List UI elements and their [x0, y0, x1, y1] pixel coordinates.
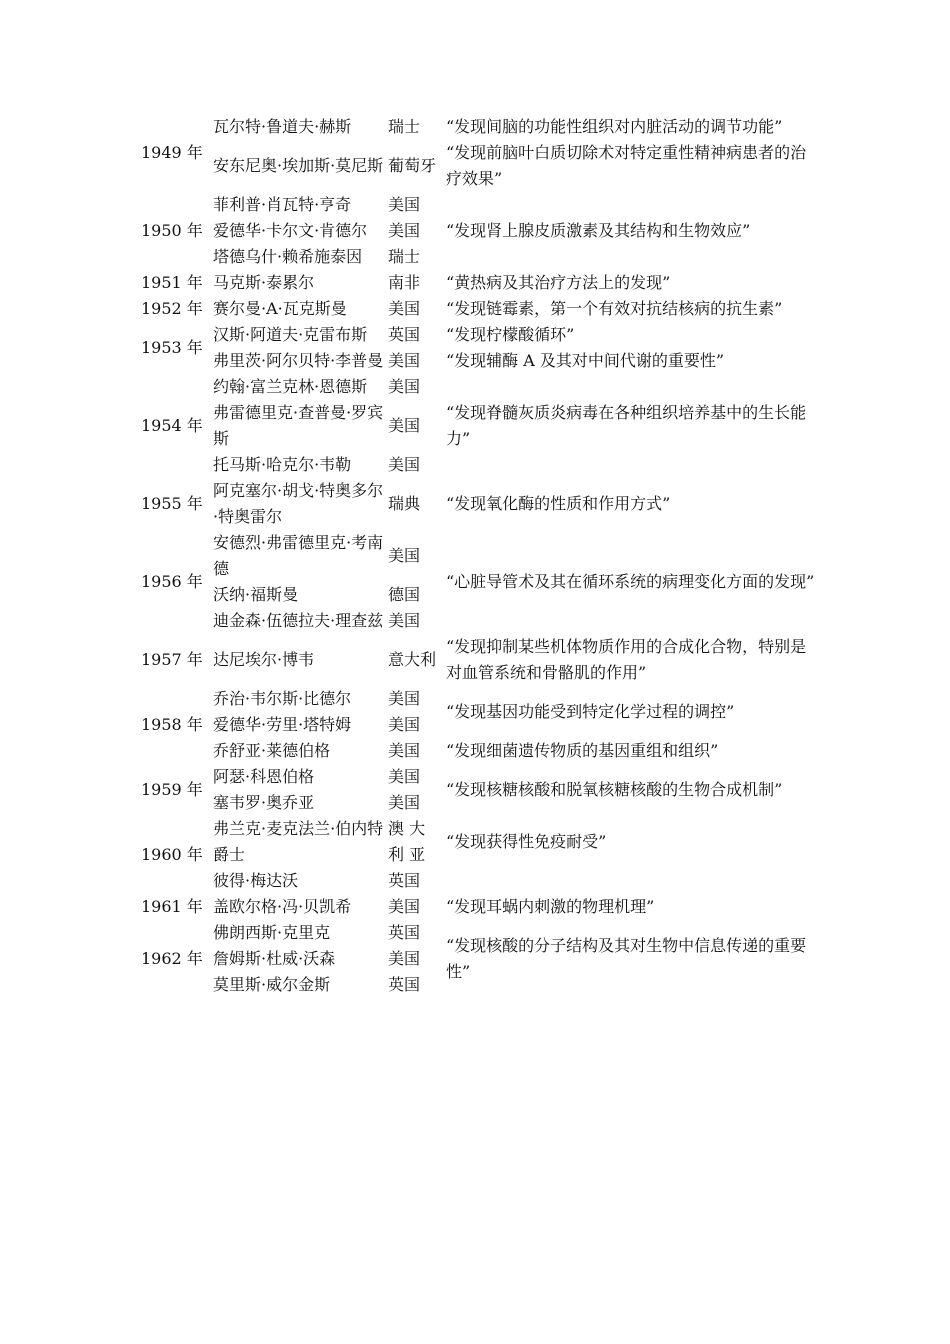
- laureate-name: 托马斯·哈克尔·韦勒: [213, 455, 352, 474]
- year-cell: 1953 年: [141, 338, 203, 357]
- laureate-name: 弗里茨·阿尔贝特·李普曼: [213, 351, 384, 370]
- laureate-country: 瑞士: [388, 247, 421, 266]
- laureate-country: 美国: [388, 546, 421, 565]
- prize-reason: “发现间脑的功能性组织对内脏活动的调节功能”: [446, 117, 783, 136]
- laureate-country: 英国: [388, 325, 421, 344]
- laureate-name: 爱德华·卡尔文·肯德尔: [213, 221, 368, 240]
- prize-reason: “发现辅酶 A 及其对中间代谢的重要性”: [446, 351, 725, 370]
- year-cell: 1954 年: [141, 416, 203, 435]
- prize-reason: “发现耳蜗内刺激的物理机理”: [446, 897, 655, 916]
- laureate-name: 菲利普·肖瓦特·亨奇: [213, 195, 352, 214]
- laureate-name: 安东尼奥·埃加斯·莫尼斯: [213, 156, 384, 175]
- laureate-name: 安德烈·弗雷德里克·考南德: [213, 533, 384, 578]
- prize-reason: “发现脊髓灰质炎病毒在各种组织培养基中的生长能力”: [446, 403, 807, 448]
- table-row: [141, 530, 818, 582]
- table-row: [141, 296, 818, 322]
- prize-reason: “发现前脑叶白质切除术对特定重性精神病患者的治疗效果”: [446, 143, 807, 188]
- laureate-country: 美国: [388, 897, 421, 916]
- table-row: [141, 322, 818, 348]
- laureate-name: 阿克塞尔·胡戈·特奥多尔·特奥雷尔: [213, 481, 384, 526]
- laureate-name: 彼得·梅达沃: [213, 871, 299, 890]
- laureate-country: 美国: [388, 416, 421, 435]
- table-row: [141, 816, 818, 868]
- laureate-country: 美国: [388, 793, 421, 812]
- prize-reason: “发现核糖核酸和脱氧核糖核酸的生物合成机制”: [446, 780, 783, 799]
- laureate-name: 达尼埃尔·博韦: [213, 650, 315, 669]
- laureate-country: 英国: [388, 923, 421, 942]
- table-row: [141, 374, 818, 400]
- laureate-name: 詹姆斯·杜威·沃森: [213, 949, 336, 968]
- table-row: [141, 114, 818, 140]
- prize-reason: “发现细菌遗传物质的基因重组和组织”: [446, 741, 719, 760]
- year-cell: 1951 年: [141, 273, 203, 292]
- laureate-country: 瑞士: [388, 117, 421, 136]
- laureate-name: 佛朗西斯·克里克: [213, 923, 331, 942]
- table-row: [141, 868, 818, 894]
- laureate-country: 德国: [388, 585, 421, 604]
- laureate-name: 迪金森·伍德拉夫·理查兹: [213, 611, 384, 630]
- prize-reason: “发现肾上腺皮质激素及其结构和生物效应”: [446, 221, 751, 240]
- laureate-name: 弗兰克·麦克法兰·伯内特爵士: [213, 819, 384, 864]
- laureate-country: 英国: [388, 975, 421, 994]
- table-row: [141, 478, 818, 530]
- year-cell: 1950 年: [141, 221, 203, 240]
- laureate-country: 美国: [388, 715, 421, 734]
- table-row: [141, 140, 818, 192]
- table-row: [141, 270, 818, 296]
- year-cell: 1962 年: [141, 949, 203, 968]
- laureate-country: 英国: [388, 871, 421, 890]
- laureate-name: 约翰·富兰克林·恩德斯: [213, 377, 368, 396]
- laureate-country: 美国: [388, 221, 421, 240]
- laureate-name: 盖欧尔格·冯·贝凯希: [213, 897, 352, 916]
- laureate-country: 美国: [388, 689, 421, 708]
- table-row: [141, 920, 818, 946]
- nobel-laureates-table: [141, 114, 818, 998]
- table-row: [141, 634, 818, 686]
- laureate-country: 美国: [388, 741, 421, 760]
- laureate-name: 塔德乌什·赖希施泰因: [213, 247, 363, 266]
- year-cell: 1955 年: [141, 494, 203, 513]
- laureate-country: 葡萄牙: [388, 156, 437, 175]
- prize-reason: “发现氧化酶的性质和作用方式”: [446, 494, 671, 513]
- laureate-name: 弗雷德里克·查普曼·罗宾斯: [213, 403, 384, 448]
- laureate-country: 美国: [388, 299, 421, 318]
- table-row: [141, 192, 818, 218]
- laureate-country: 美国: [388, 195, 421, 214]
- prize-reason: “发现抑制某些机体物质作用的合成化合物，特别是对血管系统和骨骼肌的作用”: [446, 637, 807, 682]
- year-cell: 1958 年: [141, 715, 203, 734]
- laureate-name: 瓦尔特·鲁道夫·赫斯: [213, 117, 352, 136]
- prize-reason: “黄热病及其治疗方法上的发现”: [446, 273, 671, 292]
- laureate-name: 汉斯·阿道夫·克雷布斯: [213, 325, 368, 344]
- prize-reason: “发现链霉素，第一个有效对抗结核病的抗生素”: [446, 299, 783, 318]
- laureate-name: 赛尔曼·A·瓦克斯曼: [213, 299, 347, 318]
- laureate-country: 南非: [388, 273, 421, 292]
- table-body: [141, 114, 818, 998]
- prize-reason: “发现柠檬酸循环”: [446, 325, 575, 344]
- laureate-name: 阿瑟·科恩伯格: [213, 767, 315, 786]
- year-cell: 1956 年: [141, 572, 203, 591]
- laureate-country: 意大利: [388, 650, 437, 669]
- table-row: [141, 764, 818, 790]
- laureate-name: 爱德华·劳里·塔特姆: [213, 715, 352, 734]
- year-cell: 1957 年: [141, 650, 203, 669]
- laureate-country: 美国: [388, 949, 421, 968]
- laureate-name: 沃纳·福斯曼: [213, 585, 299, 604]
- table-row: [141, 348, 818, 374]
- prize-reason: “发现获得性免疫耐受”: [446, 832, 607, 851]
- laureate-country: 美国: [388, 767, 421, 786]
- laureate-country: 澳 大 利 亚: [388, 819, 426, 864]
- year-cell: 1960 年: [141, 845, 203, 864]
- laureate-country: 美国: [388, 377, 421, 396]
- laureate-country: 美国: [388, 611, 421, 630]
- laureate-name: 乔治·韦尔斯·比德尔: [213, 689, 352, 708]
- empty-cell: [446, 868, 818, 894]
- laureate-name: 莫里斯·威尔金斯: [213, 975, 331, 994]
- prize-reason: “发现核酸的分子结构及其对生物中信息传递的重要性”: [446, 936, 807, 981]
- laureate-name: 塞韦罗·奥乔亚: [213, 793, 315, 812]
- year-cell: 1952 年: [141, 299, 203, 318]
- table-row: [141, 894, 818, 920]
- prize-reason: “心脏导管术及其在循环系统的病理变化方面的发现”: [446, 572, 815, 591]
- prize-reason: “发现基因功能受到特定化学过程的调控”: [446, 702, 735, 721]
- year-cell: 1961 年: [141, 897, 203, 916]
- table-row: [141, 686, 818, 712]
- year-cell: 1959 年: [141, 780, 203, 799]
- year-cell: 1949 年: [141, 143, 203, 162]
- table-row: [141, 738, 818, 764]
- laureate-name: 乔舒亚·莱德伯格: [213, 741, 331, 760]
- laureate-country: 美国: [388, 351, 421, 370]
- laureate-country: 瑞典: [388, 494, 421, 513]
- laureate-country: 美国: [388, 455, 421, 474]
- laureate-name: 马克斯·泰累尔: [213, 273, 315, 292]
